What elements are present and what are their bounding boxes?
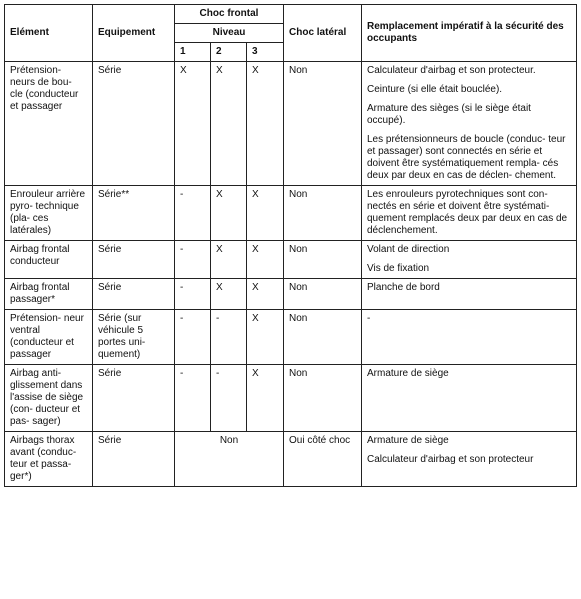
cell-choc-lateral: Non <box>284 310 362 365</box>
cell-remplacement <box>362 241 577 279</box>
cell-level-1: - <box>175 310 211 365</box>
cell-level-2: X <box>211 62 247 186</box>
remplacement-text: Armature de siège <box>367 368 449 379</box>
cell-element: Enrouleur arrière pyro- technique (pla- ces latérales) <box>5 186 93 241</box>
cell-element: Airbags thorax avant (conduc- teur et passa- ger*) <box>5 432 93 487</box>
table-row <box>5 310 577 365</box>
cell-equipement: Série** <box>93 186 175 241</box>
cell-choc-frontal: Non <box>175 432 284 487</box>
table-row <box>5 365 577 432</box>
cell-element: Airbag frontal conducteur <box>5 241 93 279</box>
cell-level-2: - <box>211 365 247 432</box>
cell-level-2: X <box>211 186 247 241</box>
remplacement-text: Ceinture (si elle était bouclée). <box>367 84 503 95</box>
remplacement-text: Les enrouleurs pyrotechniques sont con- nectés en série et doivent être systémati- quement remplacés deux par deux en cas de déclenchement. <box>367 189 568 236</box>
remplacement-text: Calculateur d'airbag et son protecteur <box>367 454 534 465</box>
table-row <box>5 186 577 241</box>
cell-level-1: - <box>175 279 211 310</box>
cell-equipement: Série <box>93 241 175 279</box>
cell-level-2: - <box>211 310 247 365</box>
header-level-3: 3 <box>247 43 284 62</box>
cell-remplacement <box>362 365 577 432</box>
header-choc-frontal: Choc frontal <box>175 5 284 24</box>
cell-choc-lateral: Non <box>284 365 362 432</box>
cell-level-3: X <box>247 279 284 310</box>
cell-equipement: Série <box>93 365 175 432</box>
cell-remplacement <box>362 310 577 365</box>
cell-remplacement <box>362 432 577 487</box>
remplacement-text: Armature des sièges (si le siège était occupé). <box>367 103 531 126</box>
remplacement-text: Volant de direction <box>367 244 450 255</box>
header-choc-lateral: Choc latéral <box>284 5 362 62</box>
remplacement-text: - <box>367 313 371 324</box>
cell-level-3: X <box>247 310 284 365</box>
cell-level-3: X <box>247 241 284 279</box>
header-element: Elément <box>5 5 93 62</box>
cell-equipement: Série (sur véhicule 5 portes uni- quement) <box>93 310 175 365</box>
table-row <box>5 62 577 186</box>
cell-level-1: X <box>175 62 211 186</box>
cell-level-2: X <box>211 241 247 279</box>
cell-level-1: - <box>175 241 211 279</box>
cell-choc-lateral: Non <box>284 186 362 241</box>
cell-equipement: Série <box>93 279 175 310</box>
cell-level-3: X <box>247 186 284 241</box>
cell-equipement: Série <box>93 432 175 487</box>
cell-level-1: - <box>175 365 211 432</box>
cell-level-2: X <box>211 279 247 310</box>
remplacement-text: Les prétensionneurs de boucle (conduc- teur et passager) sont connectés en série et doivent être systématiquement rempla- cés deux par deux en cas de déclen- chement. <box>367 134 566 181</box>
remplacement-text: Armature de siège <box>367 435 449 446</box>
remplacement-text: Vis de fixation <box>367 263 430 274</box>
cell-choc-lateral: Non <box>284 279 362 310</box>
header-equipement: Equipement <box>93 5 175 62</box>
cell-level-1: - <box>175 186 211 241</box>
cell-choc-lateral: Non <box>284 62 362 186</box>
safety-table <box>4 4 577 487</box>
cell-choc-lateral: Non <box>284 241 362 279</box>
cell-element: Prétension- neur ventral (conducteur et passager <box>5 310 93 365</box>
cell-level-3: X <box>247 62 284 186</box>
header-niveau: Niveau <box>175 24 284 43</box>
table-row <box>5 241 577 279</box>
cell-remplacement <box>362 186 577 241</box>
cell-element: Airbag frontal passager* <box>5 279 93 310</box>
table-row <box>5 279 577 310</box>
cell-element: Prétension- neurs de bou- cle (conducteur et passager <box>5 62 93 186</box>
cell-remplacement <box>362 279 577 310</box>
header-level-2: 2 <box>211 43 247 62</box>
remplacement-text: Calculateur d'airbag et son protecteur. <box>367 65 536 76</box>
remplacement-text: Planche de bord <box>367 282 440 293</box>
cell-choc-lateral: Oui côté choc <box>284 432 362 487</box>
cell-equipement: Série <box>93 62 175 186</box>
table-row <box>5 432 577 487</box>
cell-remplacement <box>362 62 577 186</box>
header-level-1: 1 <box>175 43 211 62</box>
header-remplacement: Remplacement impératif à la sécurité des occupants <box>362 5 577 62</box>
cell-level-3: X <box>247 365 284 432</box>
cell-element: Airbag anti- glissement dans l'assise de siège (con- ducteur et pas- sager) <box>5 365 93 432</box>
